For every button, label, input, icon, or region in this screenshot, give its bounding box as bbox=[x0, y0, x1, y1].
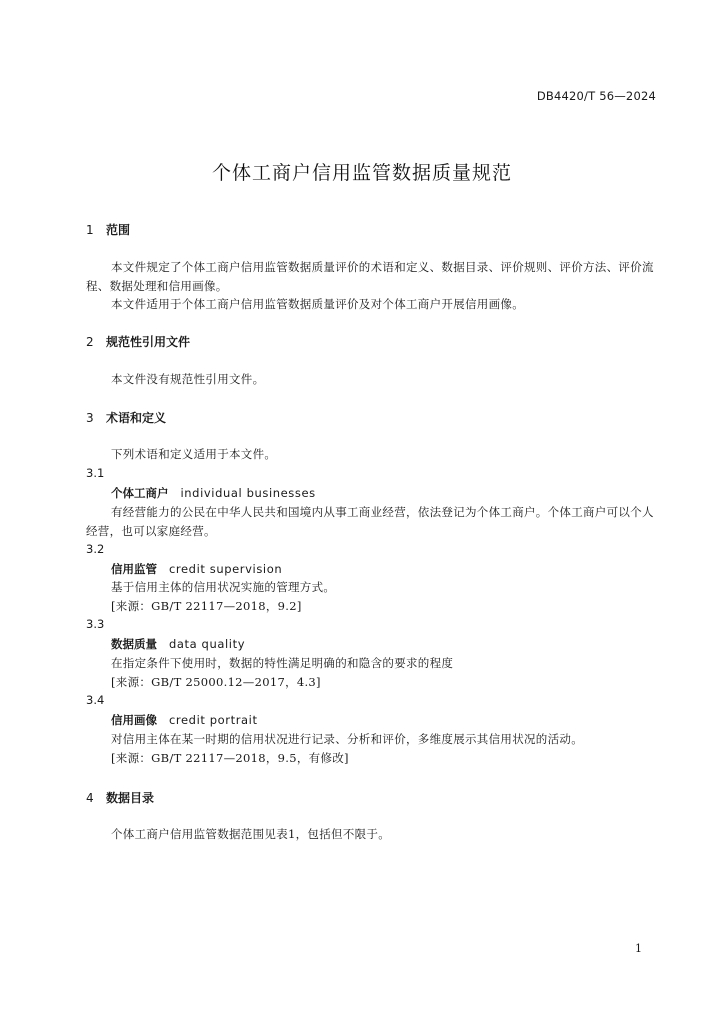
term-3-2-zh: 信用监管 bbox=[111, 562, 157, 576]
term-3-2-en: credit supervision bbox=[169, 562, 283, 576]
term-3-4-source: [来源：GB/T 22117—2018，9.5，有修改] bbox=[111, 751, 349, 765]
section-2-title: 规范性引用文件 bbox=[106, 335, 191, 349]
term-3-1-heading bbox=[111, 485, 316, 501]
section-1-heading bbox=[86, 221, 130, 238]
term-3-3-number: 3.3 bbox=[86, 617, 105, 631]
section-2-heading bbox=[86, 333, 190, 350]
section-2-paragraph: 本文件没有规范性引用文件。 bbox=[111, 372, 265, 386]
section-1-paragraph-2: 本文件适用于个体工商户信用监管数据质量评价及对个体工商户开展信用画像。 bbox=[111, 297, 524, 311]
section-3-heading bbox=[86, 409, 166, 426]
section-4-heading bbox=[86, 789, 154, 806]
standard-number: DB4420/T 56—2024 bbox=[536, 89, 656, 103]
term-3-3-heading bbox=[111, 636, 245, 652]
term-3-2-number: 3.2 bbox=[86, 542, 105, 556]
section-1-paragraph-1: 本文件规定了个体工商户信用监管数据质量评价的术语和定义、数据目录、评价规则、评价方法、评价流程、数据处理和信用画像。 bbox=[86, 260, 654, 293]
term-3-4-definition: 对信用主体在某一时期的信用状况进行记录、分析和评价，多维度展示其信用状况的活动。 bbox=[111, 732, 583, 746]
section-2-number: 2 bbox=[86, 335, 94, 349]
term-3-4-heading bbox=[111, 712, 258, 728]
document-title: 个体工商户信用监管数据质量规范 bbox=[211, 162, 512, 184]
section-1-title: 范围 bbox=[106, 223, 131, 237]
page-number: 1 bbox=[635, 942, 642, 955]
term-3-1-en: individual businesses bbox=[180, 486, 316, 500]
section-3-number: 3 bbox=[86, 411, 94, 425]
section-4-paragraph: 个体工商户信用监管数据范围见表1，包括但不限于。 bbox=[111, 827, 391, 841]
term-3-4-en: credit portrait bbox=[169, 713, 258, 727]
term-3-3-source: [来源：GB/T 25000.12—2017，4.3] bbox=[111, 675, 321, 689]
section-3-intro: 下列术语和定义适用于本文件。 bbox=[111, 447, 277, 461]
section-3-title: 术语和定义 bbox=[106, 411, 167, 425]
term-3-3-zh: 数据质量 bbox=[111, 637, 157, 651]
term-3-3-definition: 在指定条件下使用时，数据的特性满足明确的和隐含的要求的程度 bbox=[111, 656, 454, 670]
section-1-number: 1 bbox=[86, 223, 94, 237]
term-3-4-number: 3.4 bbox=[86, 693, 105, 707]
term-3-1-definition: 有经营能力的公民在中华人民共和国境内从事工商业经营，依法登记为个体工商户。个体工商户可以个人经营，也可以家庭经营。 bbox=[86, 505, 654, 538]
term-3-2-definition: 基于信用主体的信用状况实施的管理方式。 bbox=[111, 580, 336, 594]
term-3-2-source: [来源：GB/T 22117—2018，9.2] bbox=[111, 599, 302, 613]
section-4-title: 数据目录 bbox=[106, 791, 155, 805]
term-3-1-number: 3.1 bbox=[86, 466, 105, 480]
section-4-number: 4 bbox=[86, 791, 94, 805]
term-3-4-zh: 信用画像 bbox=[111, 713, 157, 727]
term-3-2-heading bbox=[111, 561, 282, 577]
term-3-1-zh: 个体工商户 bbox=[111, 486, 169, 500]
term-3-3-en: data quality bbox=[169, 637, 246, 651]
